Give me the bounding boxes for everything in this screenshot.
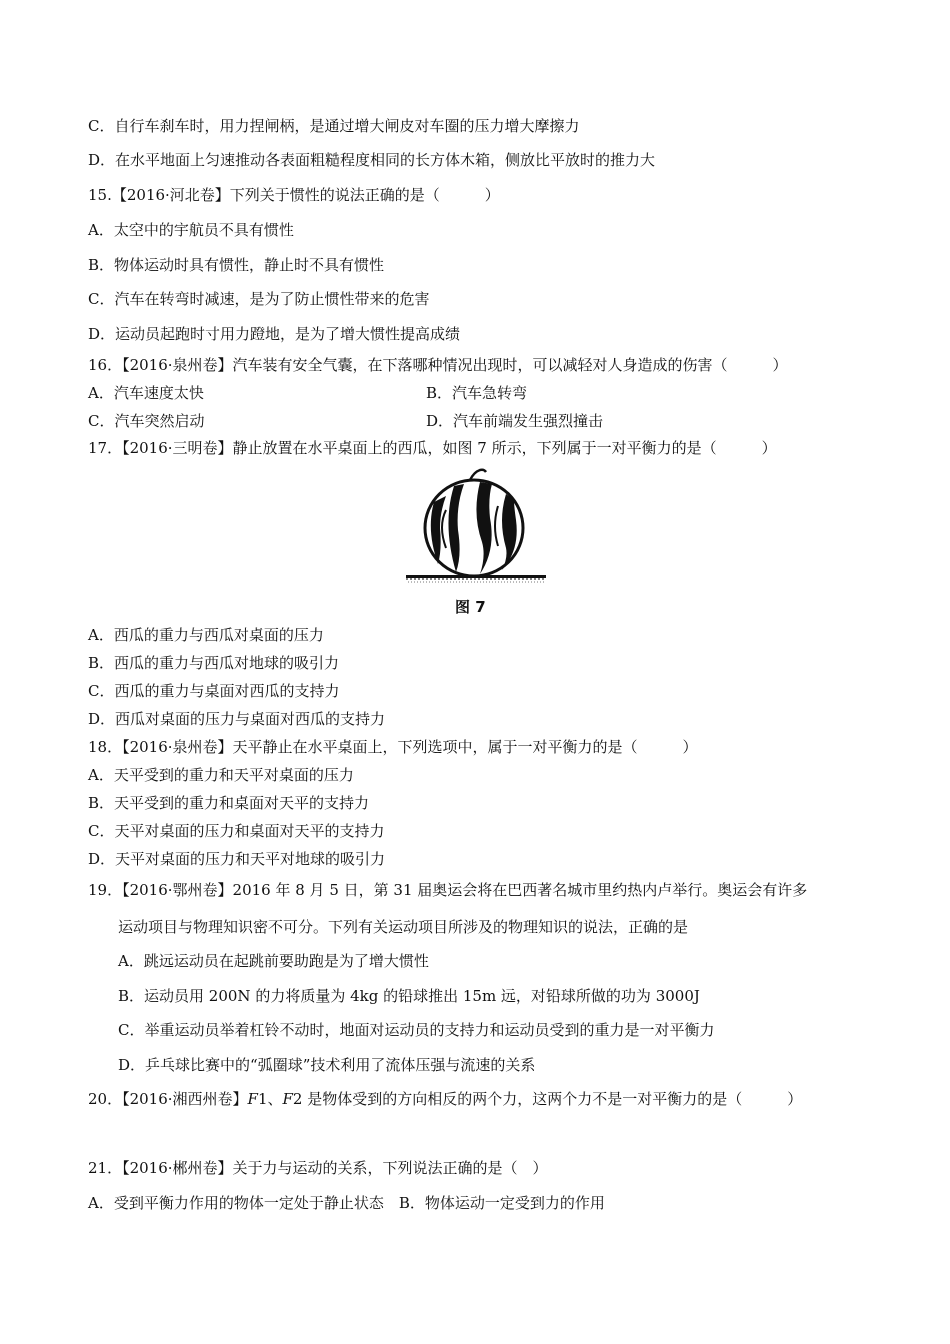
q16-stem: 16．【2016·泉州卷】汽车装有安全气囊，在下落哪种情况出现时，可以减轻对人身造成的伤害（ ） — [88, 356, 788, 374]
q14-option-d: D．在水平地面上匀速推动各表面粗糙程度相同的长方体木箱，侧放比平放时的推力大 — [88, 151, 656, 169]
q16-option-b: B．汽车急转弯 — [426, 384, 528, 402]
q16-option-c: C．汽车突然启动 — [88, 412, 205, 430]
q17-option-c: C．西瓜的重力与桌面对西瓜的支持力 — [88, 682, 340, 700]
q20-f2-symbol: F — [282, 1090, 293, 1108]
q15-option-c: C．汽车在转弯时减速，是为了防止惯性带来的危害 — [88, 290, 430, 308]
q19-stem-continued: 运动项目与物理知识密不可分。下列有关运动项目所涉及的物理知识的说法，正确的是 — [118, 918, 689, 936]
q19-stem: 19．【2016·鄂州卷】2016 年 8 月 5 日，第 31 届奥运会将在巴西著名城市里约热内卢举行。奥运会有许多 — [88, 881, 808, 899]
q21-stem: 21．【2016·郴州卷】关于力与运动的关系，下列说法正确的是（ ） — [88, 1159, 548, 1177]
watermelon-figure — [402, 466, 548, 586]
q16-option-a: A．汽车速度太快 — [88, 384, 204, 402]
q19-option-b: B．运动员用 200N 的力将质量为 4kg 的铅球推出 15m 远，对铅球所做的功为 3000J — [118, 987, 700, 1005]
q18-option-d: D．天平对桌面的压力和天平对地球的吸引力 — [88, 850, 386, 868]
q17-stem: 17．【2016·三明卷】静止放置在水平桌面上的西瓜，如图 7 所示，下列属于一对平衡力的是（ ） — [88, 439, 777, 457]
q18-stem: 18．【2016·泉州卷】天平静止在水平桌面上，下列选项中，属于一对平衡力的是（ ） — [88, 738, 698, 756]
q15-option-b: B．物体运动时具有惯性，静止时不具有惯性 — [88, 256, 385, 274]
q15-option-d: D．运动员起跑时寸用力蹬地，是为了增大惯性提高成绩 — [88, 325, 461, 343]
q19-option-c: C．举重运动员举着杠铃不动时，地面对运动员的支持力和运动员受到的重力是一对平衡力 — [118, 1021, 715, 1039]
q20-mid: 1、 — [257, 1090, 283, 1108]
q20-stem — [88, 1089, 802, 1109]
q15-option-a: A．太空中的宇航员不具有惯性 — [88, 221, 294, 239]
q20-prefix: 20．【2016·湘西州卷】 — [88, 1090, 248, 1108]
q20-f1-symbol: F — [247, 1090, 258, 1108]
q18-option-a: A．天平受到的重力和天平对桌面的压力 — [88, 766, 354, 784]
q18-option-b: B．天平受到的重力和桌面对天平的支持力 — [88, 794, 370, 812]
q21-options-ab: A．受到平衡力作用的物体一定处于静止状态 B．物体运动一定受到力的作用 — [88, 1194, 605, 1212]
q18-option-c: C．天平对桌面的压力和桌面对天平的支持力 — [88, 822, 385, 840]
q16-option-d: D．汽车前端发生强烈撞击 — [426, 412, 604, 430]
q17-option-a: A．西瓜的重力与西瓜对桌面的压力 — [88, 626, 324, 644]
q17-option-b: B．西瓜的重力与西瓜对地球的吸引力 — [88, 654, 340, 672]
q15-stem: 15.【2016·河北卷】下列关于惯性的说法正确的是（ ） — [88, 186, 500, 204]
q20-suffix: 2 是物体受到的方向相反的两个力，这两个力不是一对平衡力的是（ ） — [292, 1090, 803, 1108]
figure-caption: 图 7 — [455, 598, 486, 616]
q14-option-c: C．自行车刹车时，用力捏闸柄，是通过增大闸皮对车圈的压力增大摩擦力 — [88, 117, 580, 135]
q19-option-d: D．乒乓球比赛中的“弧圈球”技术利用了流体压强与流速的关系 — [118, 1056, 536, 1074]
q17-option-d: D．西瓜对桌面的压力与桌面对西瓜的支持力 — [88, 710, 386, 728]
q19-option-a: A．跳远运动员在起跳前要助跑是为了增大惯性 — [118, 952, 429, 970]
